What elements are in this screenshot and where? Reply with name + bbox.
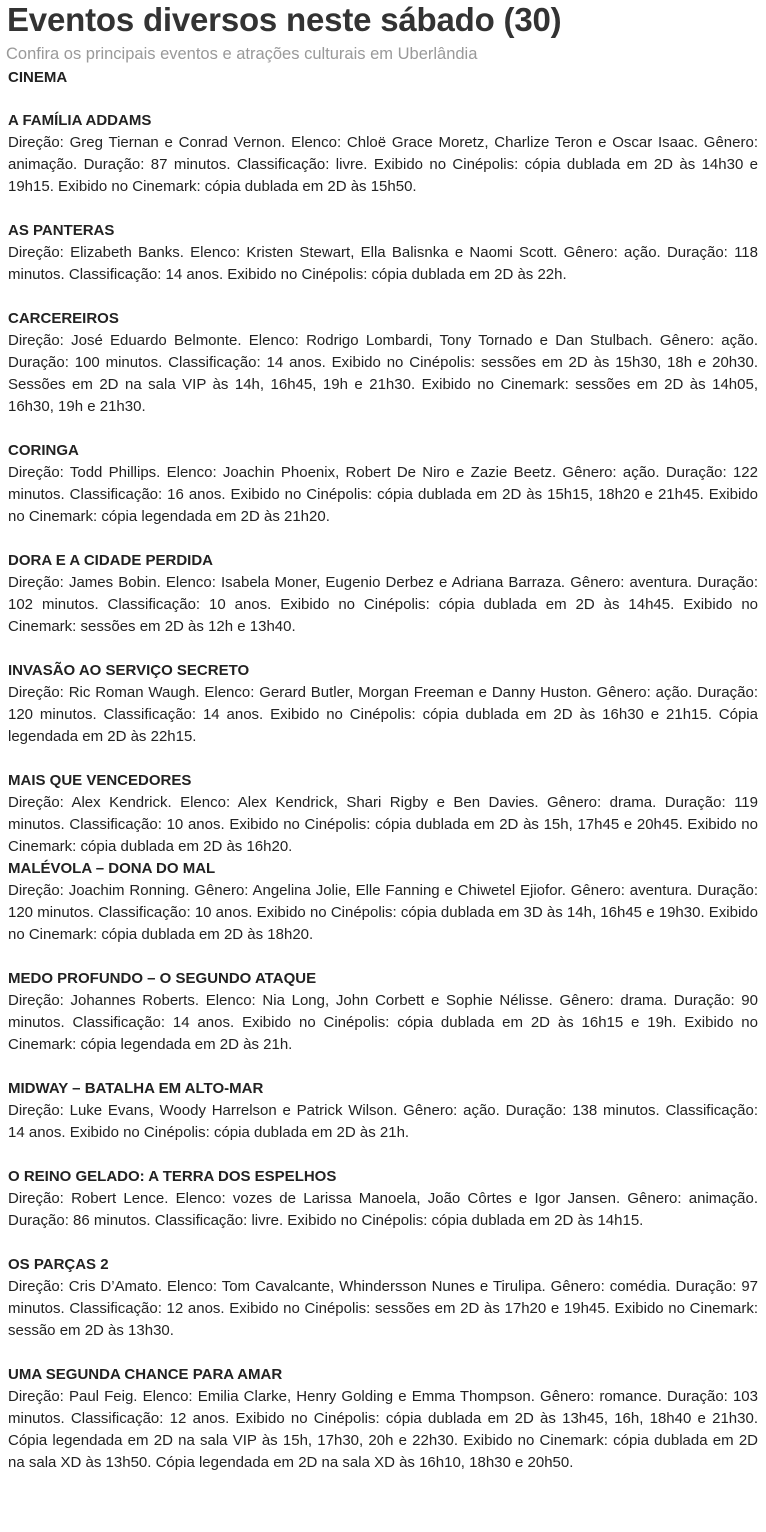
film-entry bbox=[8, 858, 758, 946]
film-description: Direção: Johannes Roberts. Elenco: Nia Long, John Corbett e Sophie Nélisse. Gênero: drama. Duração: 90 minutos. Classificação: 14 anos. Exibido no Cinépolis: cópia dublada em 2D às 16h15 e 19h. Exibido no Cinemark: cópia legendada em 2D às 21h. bbox=[8, 992, 758, 1053]
film-entry bbox=[8, 1364, 758, 1474]
film-entry bbox=[8, 968, 758, 1056]
film-description: Direção: Elizabeth Banks. Elenco: Kristen Stewart, Ella Balisnka e Naomi Scott. Gênero: ação. Duração: 118 minutos. Classificação: 14 anos. Exibido no Cinépolis: cópia dublada em 2D às 22h. bbox=[8, 244, 758, 283]
film-description: Direção: Alex Kendrick. Elenco: Alex Kendrick, Shari Rigby e Ben Davies. Gênero: drama. Duração: 119 minutos. Classificação: 10 anos. Exibido no Cinépolis: cópia dublada em 2D às 15h, 17h45 e 20h45. Exibido no Cinemark: cópia dublada em 2D às 16h20. bbox=[8, 794, 758, 855]
film-entry bbox=[8, 770, 758, 858]
film-description: Direção: Luke Evans, Woody Harrelson e Patrick Wilson. Gênero: ação. Duração: 138 minutos. Classificação: 14 anos. Exibido no Cinépolis: cópia dublada em 2D às 21h. bbox=[8, 1102, 758, 1141]
section-title-cinema: CINEMA bbox=[8, 69, 68, 86]
film-description: Direção: James Bobin. Elenco: Isabela Moner, Eugenio Derbez e Adriana Barraza. Gênero: aventura. Duração: 102 minutos. Classificação: 10 anos. Exibido no Cinépolis: cópia dublada em 2D às 14h45. Exibido no Cinemark: sessões em 2D às 12h e 13h40. bbox=[8, 574, 758, 635]
film-entry bbox=[8, 440, 758, 528]
film-entry bbox=[8, 308, 758, 418]
film-title: CORINGA bbox=[8, 442, 79, 459]
film-entry bbox=[8, 110, 758, 198]
film-title: DORA E A CIDADE PERDIDA bbox=[8, 552, 214, 569]
film-description: Direção: José Eduardo Belmonte. Elenco: Rodrigo Lombardi, Tony Tornado e Dan Stulbach. Gênero: ação. Duração: 100 minutos. Classificação: 14 anos. Exibido no Cinépolis: sessões em 2D às 15h30, 18h e 20h30. Sessões em 2D na sala VIP às 14h, 16h45, 19h e 21h30. Exibido no Cinemark: sessões em 2D às 14h05, 16h30, 19h e 21h30. bbox=[8, 332, 758, 415]
film-description: Direção: Ric Roman Waugh. Elenco: Gerard Butler, Morgan Freeman e Danny Huston. Gênero: ação. Duração: 120 minutos. Classificação: 14 anos. Exibido no Cinépolis: cópia dublada em 2D às 16h30 e 21h15. Cópia legendada em 2D às 22h15. bbox=[8, 684, 758, 745]
film-title: MIDWAY – BATALHA EM ALTO-MAR bbox=[8, 1080, 264, 1097]
film-title: MEDO PROFUNDO – O SEGUNDO ATAQUE bbox=[8, 970, 317, 987]
film-description: Direção: Robert Lence. Elenco: vozes de Larissa Manoela, João Côrtes e Igor Jansen. Gênero: animação. Duração: 86 minutos. Classificação: livre. Exibido no Cinépolis: cópia dublada em 2D às 14h15. bbox=[8, 1190, 758, 1229]
film-title: AS PANTERAS bbox=[8, 222, 115, 239]
article-subtitle: Confira os principais eventos e atrações culturais em Uberlândia bbox=[6, 45, 478, 63]
article-title: Eventos diversos neste sábado (30) bbox=[7, 1, 562, 38]
film-list bbox=[0, 110, 766, 1474]
film-description: Direção: Greg Tiernan e Conrad Vernon. Elenco: Chloë Grace Moretz, Charlize Teron e Oscar Isaac. Gênero: animação. Duração: 87 minutos. Classificação: livre. Exibido no Cinépolis: cópia dublada em 2D às 14h30 e 19h15. Exibido no Cinemark: cópia dublada em 2D às 15h50. bbox=[8, 134, 758, 195]
film-entry bbox=[8, 1166, 758, 1232]
film-entry bbox=[8, 220, 758, 286]
film-title: UMA SEGUNDA CHANCE PARA AMAR bbox=[8, 1366, 283, 1383]
film-title: INVASÃO AO SERVIÇO SECRETO bbox=[8, 662, 250, 679]
film-title: O REINO GELADO: A TERRA DOS ESPELHOS bbox=[8, 1168, 337, 1185]
film-title: MALÉVOLA – DONA DO MAL bbox=[8, 860, 216, 877]
film-description: Direção: Joachim Ronning. Gênero: Angelina Jolie, Elle Fanning e Chiwetel Ejiofor. Gênero: aventura. Duração: 120 minutos. Classificação: 10 anos. Exibido no Cinépolis: cópia dublada em 3D às 14h, 16h45 e 19h30. Exibido no Cinemark: cópia dublada em 2D às 18h20. bbox=[8, 882, 758, 943]
film-entry bbox=[8, 1254, 758, 1342]
film-description: Direção: Todd Phillips. Elenco: Joachin Phoenix, Robert De Niro e Zazie Beetz. Gênero: ação. Duração: 122 minutos. Classificação: 16 anos. Exibido no Cinépolis: cópia dublada em 2D às 15h15, 18h20 e 21h45. Exibido no Cinemark: cópia legendada em 2D às 21h20. bbox=[8, 464, 758, 525]
film-description: Direção: Paul Feig. Elenco: Emilia Clarke, Henry Golding e Emma Thompson. Gênero: romance. Duração: 103 minutos. Classificação: 12 anos. Exibido no Cinépolis: cópia dublada em 2D às 13h45, 16h, 18h40 e 21h30. Cópia legendada em 2D na sala VIP às 15h, 17h30, 20h e 22h30. Exibido no Cinemark: cópia dublada em 2D na sala XD às 13h50. Cópia legendada em 2D na sala XD às 16h10, 18h30 e 20h50. bbox=[8, 1388, 758, 1471]
film-entry bbox=[8, 550, 758, 638]
film-entry bbox=[8, 660, 758, 748]
film-title: CARCEREIROS bbox=[8, 310, 119, 327]
film-title: A FAMÍLIA ADDAMS bbox=[8, 112, 152, 129]
film-description: Direção: Cris D’Amato. Elenco: Tom Cavalcante, Whindersson Nunes e Tirulipa. Gênero: comédia. Duração: 97 minutos. Classificação: 12 anos. Exibido no Cinépolis: sessões em 2D às 17h20 e 19h45. Exibido no Cinemark: sessão em 2D às 13h30. bbox=[8, 1278, 758, 1339]
film-title: MAIS QUE VENCEDORES bbox=[8, 772, 192, 789]
film-title: OS PARÇAS 2 bbox=[8, 1256, 109, 1273]
film-entry bbox=[8, 1078, 758, 1144]
